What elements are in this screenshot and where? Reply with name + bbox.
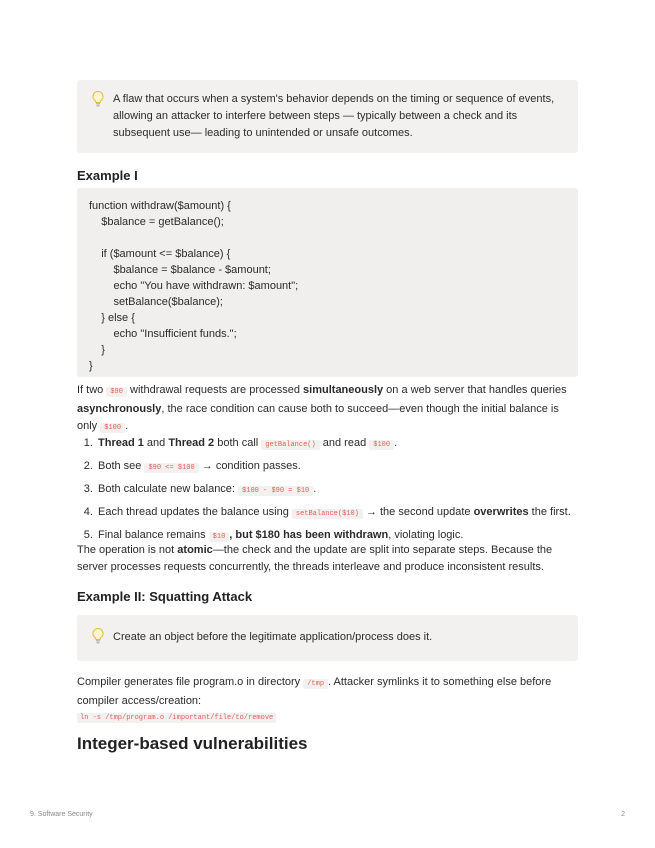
page-number: 2: [621, 811, 625, 818]
inline-code: $100 - $90 = $10: [238, 486, 313, 496]
lightbulb-icon: [90, 627, 106, 645]
footer-chapter: 9. Software Security: [30, 811, 93, 818]
example-1-heading: Example I: [77, 168, 138, 183]
definition-callout: [77, 80, 578, 153]
list-item: 5. Final balance remains $10 , but $180 has been withdrawn, violating logic.: [96, 527, 597, 546]
list-item: 1. Thread 1 and Thread 2 both call getBalance() and read $100 .: [96, 435, 597, 454]
race-paragraph: If two $90 withdrawal requests are processed simultaneously on a web server that handles queries asynchronously, the race condition can cause both to succeed—even though the initial balance is only $100 .: [77, 384, 567, 432]
squatting-callout: [77, 615, 578, 661]
inline-code: getBalance(): [261, 440, 319, 450]
inline-code: $90 <= $100: [144, 463, 198, 473]
atomic-paragraph: The operation is not atomic—the check and the update are split into separate steps. Because the server processes requests concurrently, the threads interleave and produce inconsistent results.: [77, 544, 553, 573]
steps-list: [77, 435, 597, 550]
inline-code: $10: [209, 532, 230, 542]
callout-text: Create an object before the legitimate application/process does it.: [113, 631, 433, 643]
list-item: 3. Both calculate new balance: $100 - $90 = $10 .: [96, 481, 597, 500]
section-heading: Integer-based vulnerabilities: [77, 734, 308, 753]
lightbulb-icon: [90, 90, 106, 108]
callout-text: A flaw that occurs when a system's behavior depends on the timing or sequence of events, allowing an attacker to interfere between steps — typically between a check and its subsequent use— leading to unintended or unsafe outcomes.: [113, 93, 555, 139]
example-2-heading: Example II: Squatting Attack: [77, 589, 253, 604]
list-item: 4. Each thread updates the balance using setBalance($10) → the second update overwrites the first.: [96, 504, 597, 523]
inline-code: /tmp: [303, 679, 328, 689]
symlink-command: ln -s /tmp/program.o /important/file/to/remove: [77, 708, 578, 727]
compiler-paragraph: Compiler generates file program.o in directory /tmp . Attacker symlinks it to something else before compiler access/creation:: [77, 676, 552, 707]
inline-code: $100: [100, 423, 125, 433]
list-item: 2. Both see $90 <= $100 → condition passes.: [96, 458, 597, 477]
inline-code: setBalance($10): [292, 509, 363, 519]
inline-code: $90: [106, 387, 127, 397]
inline-code: $100: [369, 440, 394, 450]
code-block-withdraw: function withdraw($amount) { $balance = getBalance(); if ($amount <= $balance) { $balance = $balance - $amount; echo "You have withdrawn: $amount"; setBalance($balance); } else { echo "Insufficient funds."; } }: [77, 188, 578, 377]
